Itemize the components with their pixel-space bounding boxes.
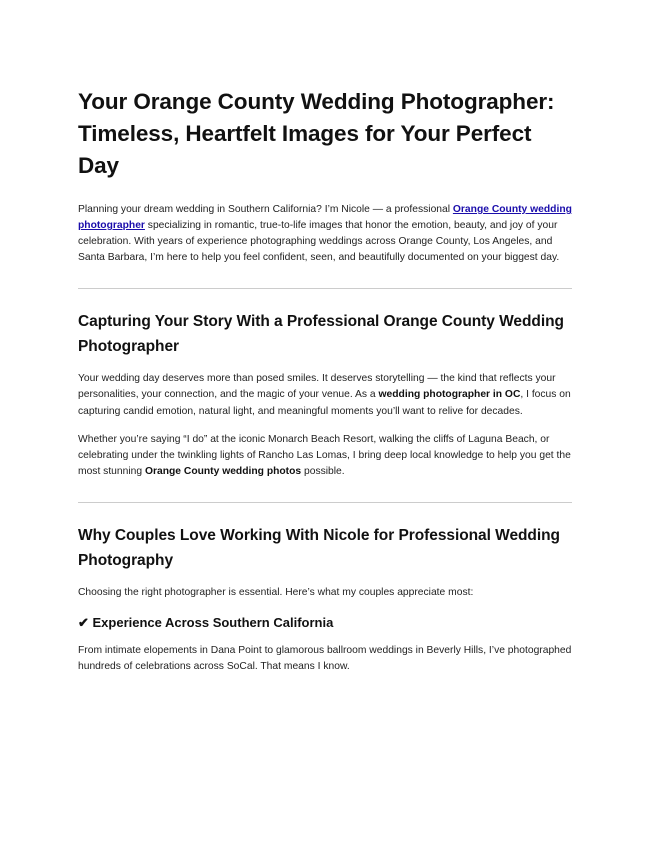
section-2-closing-paragraph: From intimate elopements in Dana Point to glamorous ballroom weddings in Beverly Hills, I’ve photographed hundreds of celebrations across SoCal. That means I know. xyxy=(78,645,572,673)
section-capturing-your-story xyxy=(78,309,572,480)
section-1-paragraph-1 xyxy=(78,371,572,419)
subheading-experience-across-socal: ✔ Experience Across Southern California xyxy=(78,615,334,631)
section-divider-2 xyxy=(78,502,572,503)
section-1-paragraph-2 xyxy=(78,432,572,480)
s1p1-bold: wedding photographer in OC xyxy=(378,389,521,401)
s1p1-part1: Your wedding day deserves more than posed smiles. It deserves storytelling — the kind that reflects your personalities, your connection, and the magic of your venue. As a xyxy=(78,373,556,401)
oc-wedding-photographer-link[interactable]: Orange County wedding photographer xyxy=(78,204,572,232)
s1p2-part1: Whether you’re saying “I do” at the iconic Monarch Beach Resort, walking the cliffs of Laguna Beach, or celebrating under the twinkling lights of Rancho Las Lomas, I bring deep local knowledge to help you get the most stunning xyxy=(78,433,571,477)
intro-paragraph xyxy=(78,202,572,266)
s1p1-part2: , I focus on capturing candid emotion, natural light, and meaningful moments you’ll want to relive for decades. xyxy=(78,389,571,417)
section-heading-2: Why Couples Love Working With Nicole for Professional Wedding Photography xyxy=(78,526,560,569)
section-heading-1: Capturing Your Story With a Professional Orange County Wedding Photographer xyxy=(78,313,564,356)
s1p2-bold: Orange County wedding photos xyxy=(144,465,302,477)
intro-block xyxy=(78,202,572,266)
section-why-couples-love xyxy=(78,523,572,675)
intro-text-part2: specializing in romantic, true-to-life images that honor the emotion, beauty, and joy of your celebration. With years of experience photographing weddings across Orange County, Los Angeles, and Santa Barbara, I’m here to help you feel confident, seen, and beautifully documented on your biggest day. xyxy=(78,220,560,264)
intro-text-part1: Planning your dream wedding in Southern California? I’m Nicole — a professional xyxy=(78,204,453,215)
s1p2-part2: possible. xyxy=(301,465,345,477)
section-2-lead-paragraph: Choosing the right photographer is essential. Here’s what my couples appreciate most: xyxy=(78,586,474,598)
page-title: Your Orange County Wedding Photographer: Timeless, Heartfelt Images for Your Perfect Day xyxy=(78,89,555,178)
section-divider-1 xyxy=(78,288,572,289)
